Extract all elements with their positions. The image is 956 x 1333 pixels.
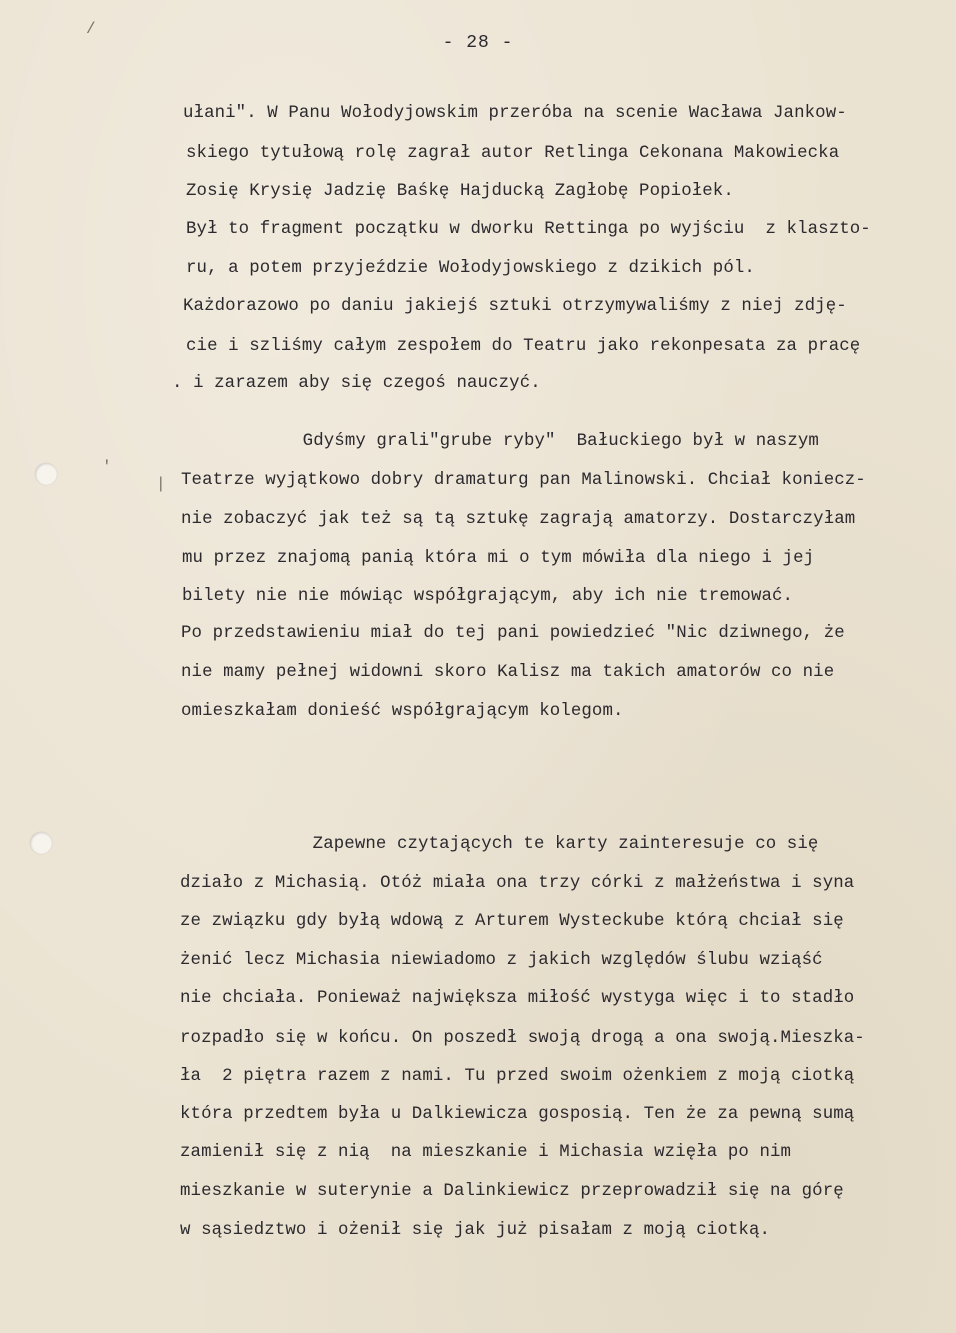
text-line: cie i szliśmy całym zespołem do Teatru jako rekonpesata za pracę	[186, 337, 861, 356]
text-line: która przedtem była u Dalkiewicza gosposią. Ten że za pewną sumą	[180, 1105, 855, 1124]
text-line: nie chciała. Ponieważ największa miłość wystyga więc i to stadło	[180, 989, 855, 1008]
text-line: mu przez znajomą panią która mi o tym mówiła dla niego i jej	[182, 549, 815, 568]
text-line: żenić lecz Michasia niewiadomo z jakich względów ślubu wziąść	[180, 951, 823, 970]
text-line: Teatrze wyjątkowo dobry dramaturg pan Malinowski. Chciał koniecz-	[181, 471, 866, 490]
text-line: ze związku gdy byłą wdową z Arturem Wysteckube którą chciał się	[180, 912, 844, 931]
text-line: Zapewne czytających te karty zainteresuje co się	[260, 835, 819, 854]
text-line: Po przedstawieniu miał do tej pani powiedzieć "Nic dziwnego, że	[181, 624, 845, 643]
text-line: nie mamy pełnej widowni skoro Kalisz ma takich amatorów co nie	[181, 663, 835, 682]
text-line: w sąsiedztwo i ożenił się jak już pisałam z moją ciotką.	[180, 1221, 771, 1240]
punch-hole-top	[35, 463, 57, 485]
text-line: Był to fragment początku w dworku Rettinga po wyjściu z klaszto-	[186, 220, 871, 239]
text-line: rozpadło się w końcu. On poszedł swoją drogą a ona swoją.Mieszka-	[180, 1029, 865, 1048]
text-line: skiego tytułową rolę zagrał autor Retlinga Cekonana Makowiecka	[186, 144, 840, 163]
text-line: działo z Michasią. Otóż miała ona trzy córki z małżeństwa i syna	[180, 874, 855, 893]
text-line: ru, a potem przyjeździe Wołodyjowskiego z dzikich pól.	[186, 259, 755, 278]
text-line: nie zobaczyć jak też są tą sztukę zagrają amatorzy. Dostarczyłam	[181, 510, 856, 529]
text-line: omieszkałam donieść współgrającym kolegom.	[181, 702, 624, 721]
text-line: ła 2 piętra razem z nami. Tu przed swoim ożenkiem z moją ciotką	[180, 1067, 855, 1086]
text-line: bilety nie nie mówiąc współgrającym, aby ich nie tremować.	[182, 587, 794, 606]
text-line: mieszkanie w suterynie a Dalinkiewicz przeprowadził się na górę	[180, 1182, 844, 1201]
text-line: Gdyśmy grali"grube ryby" Bałuckiego był w naszym	[250, 432, 819, 451]
page-number: - 28 -	[442, 33, 514, 53]
pencil-mark: '	[102, 458, 112, 476]
text-line: . i zarazem aby się czegoś nauczyć.	[172, 374, 541, 393]
text-line: zamienił się z nią na mieszkanie i Michasia wzięła po nim	[180, 1143, 792, 1162]
text-line: ułani". W Panu Wołodyjowskim przeróba na scenie Wacława Jankow-	[183, 104, 847, 123]
pencil-mark: /	[86, 20, 96, 38]
pencil-mark: |	[156, 475, 166, 493]
punch-hole-bottom	[30, 832, 52, 854]
text-line: Zosię Krysię Jadzię Baśkę Hajducką Zagłobę Popiołek.	[186, 182, 734, 201]
text-line: Każdorazowo po daniu jakiejś sztuki otrzymywaliśmy z niej zdję-	[183, 297, 847, 316]
